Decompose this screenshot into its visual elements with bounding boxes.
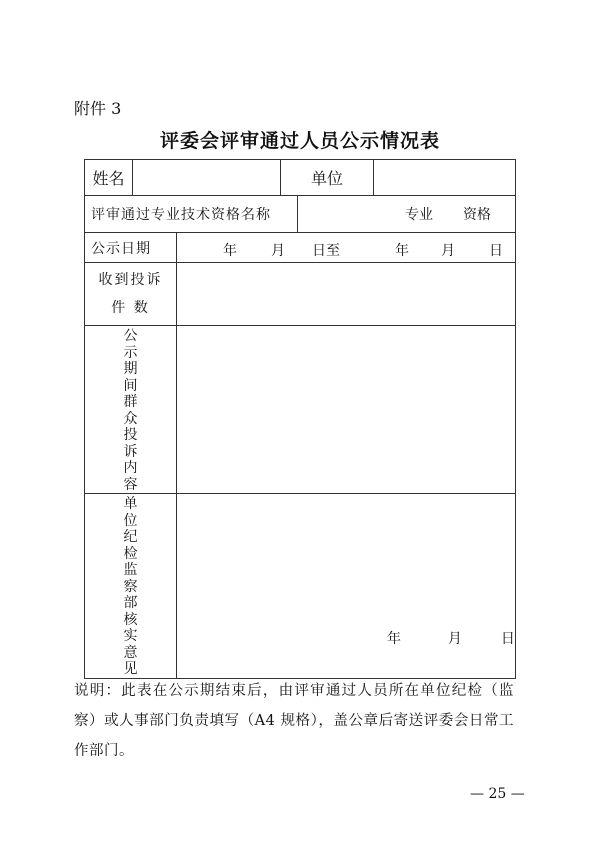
verification-row [85,494,516,679]
complaints-count-row [85,263,516,326]
complaint-label-char: 内 [123,460,138,476]
complaint-content-field[interactable] [177,326,516,494]
complaints-count-label [85,263,177,326]
publicity-date-row [85,233,516,263]
verification-label-char: 监 [123,562,138,578]
qualification-grade: 资格 [463,207,492,223]
complaint-label-char: 诉 [123,443,138,460]
complaints-label-line1: 收到投诉 [98,272,163,288]
complaint-content-label [85,326,177,494]
complaint-label-char: 众 [123,410,138,427]
complaint-label-char: 间 [123,377,138,394]
date-day-end: 日 [489,243,503,259]
publicity-form-table [84,159,516,679]
attachment-label: 附件 3 [74,99,122,118]
complaint-content-row [85,326,516,494]
verification-label-char: 位 [123,512,138,529]
name-field[interactable] [133,160,281,196]
complaint-label-char: 示 [123,344,138,361]
verification-label-char: 意 [123,644,138,661]
qualification-row [85,196,516,233]
unit-label: 单位 [281,160,374,196]
form-title: 评委会评审通过人员公示情况表 [159,130,440,152]
qualification-field[interactable] [298,196,516,233]
sign-month: 月 [447,631,462,647]
explanation-note: 说明：此表在公示期结束后，由评审通过人员所在单位纪检（监察）或人事部门负责填写（A4 规格），盖公章后寄送评委会日常工作部门。 [74,683,514,759]
date-month: 月 [271,243,285,259]
verification-label-char: 单 [123,496,138,512]
verification-label-char: 实 [123,628,138,644]
complaint-label-char: 期 [123,361,138,377]
name-label: 姓名 [85,160,133,196]
complaint-label-char: 群 [123,394,138,410]
verification-label-char: 检 [123,545,138,562]
complaints-label-line2: 件 数 [111,300,150,316]
verification-label-char: 纪 [123,529,138,545]
sign-day: 日 [500,631,515,647]
verification-label-char: 核 [123,611,138,628]
complaint-label-char: 投 [123,427,138,443]
date-month-end: 月 [441,243,455,259]
verification-label [85,494,177,679]
complaint-label-char: 公 [123,328,138,344]
qualification-specialty: 专业 [405,207,434,223]
page-number: — 25 — [470,786,525,802]
verification-label-char: 察 [123,578,138,595]
sign-year: 年 [387,631,401,647]
verification-label-char: 见 [123,661,138,677]
date-day-to: 日至 [312,243,340,259]
publicity-date-label: 公示日期 [85,233,177,263]
date-year: 年 [223,243,237,259]
complaint-label-char: 容 [123,476,138,493]
verification-field[interactable] [177,494,516,679]
name-unit-row [85,160,516,196]
qualification-label: 评审通过专业技术资格名称 [85,196,298,233]
sign-date [387,628,515,648]
complaints-count-field[interactable] [177,263,516,326]
publicity-date-field[interactable] [177,233,516,263]
verification-label-char: 部 [123,595,138,611]
unit-field[interactable] [374,160,516,196]
date-year-end: 年 [395,243,409,259]
